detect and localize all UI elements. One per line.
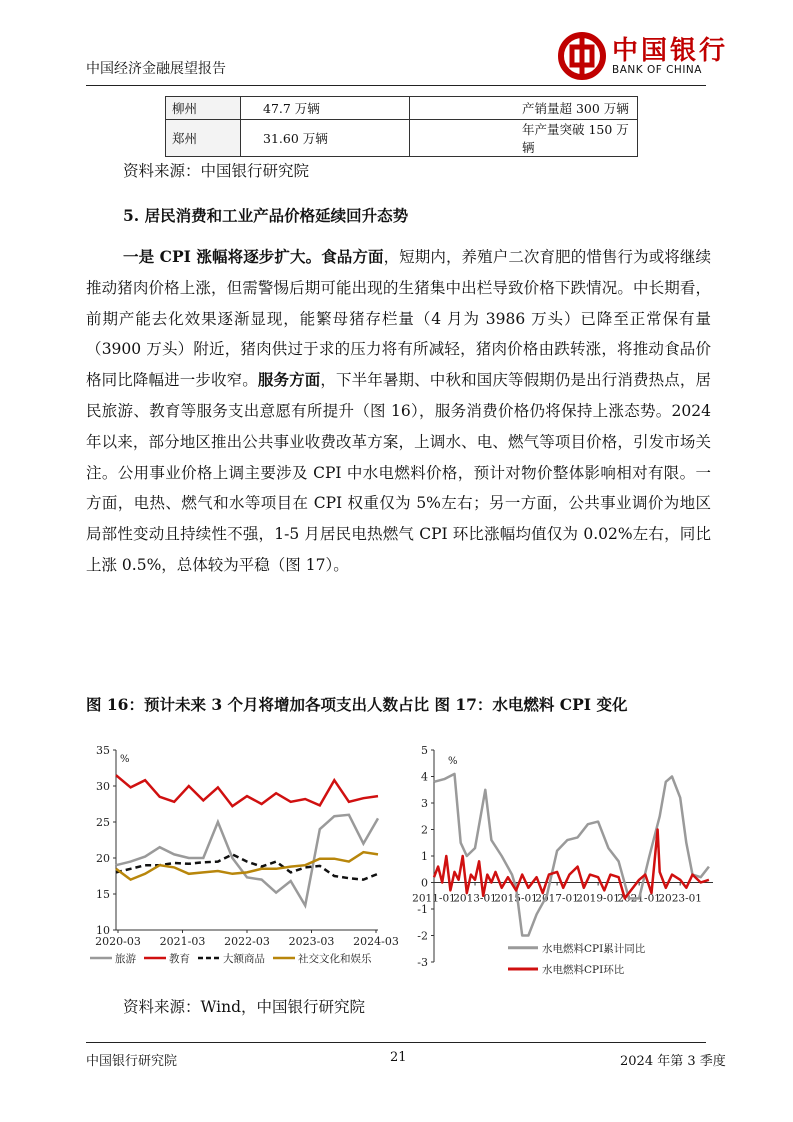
x-tick-label: 2019-01 (576, 892, 620, 905)
body-paragraph (86, 242, 711, 581)
y-tick-label: 30 (96, 780, 110, 793)
logo-chinese-text: 中国银行 (612, 36, 729, 66)
food-text: ，短期内，养殖户二次育肥的惜售行为或将继续推动猪肉价格上涨，但需警惕后期可能出现的生猪集中出栏导致价格下跌情况。中长期看，前期产能去化效果逐渐显现，能繁母猪存栏量（4 月为 3986 万头）已降至正常保有量（3900 万头）附近，猪肉供过于求的压力将有所减轻，猪肉价格由跌转涨，将推动食品价格同比降幅进一步收窄。 (86, 248, 711, 390)
x-tick-label: 2021-03 (159, 935, 206, 948)
service-label: 服务方面 (257, 370, 321, 390)
table-row (166, 120, 638, 157)
legend-label: 社交文化和娱乐 (298, 953, 372, 965)
x-tick-label: 2015-01 (494, 892, 538, 905)
x-tick-label: 2021-01 (617, 892, 661, 905)
report-title: 中国经济金融展望报告 (86, 61, 226, 77)
x-tick-label: 2022-03 (224, 935, 270, 948)
header-divider (86, 85, 706, 86)
legend-label: 水电燃料CPI环比 (542, 963, 625, 976)
table-cell-city: 郑州 (166, 120, 241, 157)
footer-issue: 2024 年第 3 季度 (620, 1054, 726, 1069)
x-tick-label: 2017-01 (535, 892, 579, 905)
x-tick-label: 2024-03 (353, 935, 399, 948)
footer-divider (86, 1042, 706, 1043)
y-tick-label: 20 (96, 852, 110, 865)
legend-label: 旅游 (115, 953, 136, 965)
unit-label: % (120, 754, 130, 765)
x-tick-label: 2013-01 (453, 892, 497, 905)
y-tick-label: 10 (96, 924, 110, 937)
series-line (116, 775, 378, 806)
footer-institution: 中国银行研究院 (86, 1054, 178, 1069)
x-tick-label: 2023-03 (288, 935, 335, 948)
table-cell-city: 柳州 (166, 97, 241, 120)
food-label: 食品方面 (321, 247, 384, 266)
utility-cpi-chart (408, 730, 720, 980)
table-row (166, 97, 638, 120)
y-tick-label: 0 (421, 876, 428, 890)
series-line (434, 774, 709, 936)
logo-english-text: BANK OF CHINA (612, 64, 702, 76)
figure-caption: 图 16：预计未来 3 个月将增加各项支出人数占比 图 17：水电燃料 CPI 变化 (86, 695, 628, 714)
table-cell-output: 31.60 万辆 (241, 120, 410, 157)
figure-source-note: 资料来源：Wind，中国银行研究院 (123, 998, 366, 1016)
service-text: ，下半年暑期、中秋和国庆等假期仍是出行消费热点，居民旅游、教育等服务支出意愿有所提升（图 16），服务消费价格仍将保持上涨态势。2024 年以来，部分地区推出公共事业收费改革方案，上调水、电、燃气等项目价格，引发市场关注。公用事业价格上调主要涉及 CPI 中水电燃料价格，预计对物价整体影响相对有限。一方面，电热、燃气和水等项目在 CPI 权重仅为 5%左右；另一方面，公共事业调价为地区局部性变动且持续性不强，1-5 月居民电热燃气 CPI 环比涨幅均值仅为 0.02%左右，同比上涨 0.5%，总体较为平稳（图 17）。 (86, 371, 711, 574)
x-tick-label: 2023-01 (658, 892, 702, 905)
section-heading: 5. 居民消费和工业产品价格延续回升态势 (123, 206, 409, 225)
bank-logo-icon (558, 32, 606, 80)
y-tick-label: 5 (421, 744, 428, 757)
y-tick-label: 3 (421, 797, 428, 810)
y-tick-label: -2 (417, 929, 428, 943)
y-tick-label: 2 (421, 823, 428, 837)
y-tick-label: 15 (96, 888, 110, 901)
x-tick-label: 2011-01 (412, 892, 456, 905)
table-cell-note: 年产量突破 150 万辆 (410, 120, 638, 157)
x-tick-label: 2020-03 (95, 935, 141, 948)
legend-label: 教育 (169, 953, 190, 965)
table-source-note: 资料来源：中国银行研究院 (123, 162, 310, 180)
y-tick-label: -1 (417, 903, 428, 916)
spending-intention-chart (86, 730, 406, 980)
y-tick-label: 1 (421, 850, 428, 863)
legend-label: 水电燃料CPI累计同比 (542, 942, 646, 955)
y-tick-label: 25 (96, 816, 110, 829)
y-tick-label: 35 (96, 744, 110, 757)
unit-label: % (448, 756, 458, 767)
y-tick-label: 4 (421, 770, 428, 784)
city-output-table (165, 96, 638, 157)
table-cell-output: 47.7 万辆 (241, 97, 410, 120)
table-cell-note: 产销量超 300 万辆 (410, 97, 638, 120)
legend-label: 大额商品 (223, 953, 265, 965)
page-number: 21 (390, 1050, 407, 1065)
y-tick-label: -3 (417, 956, 428, 969)
paragraph-lead: 一是 CPI 涨幅将逐步扩大。 (123, 247, 322, 266)
